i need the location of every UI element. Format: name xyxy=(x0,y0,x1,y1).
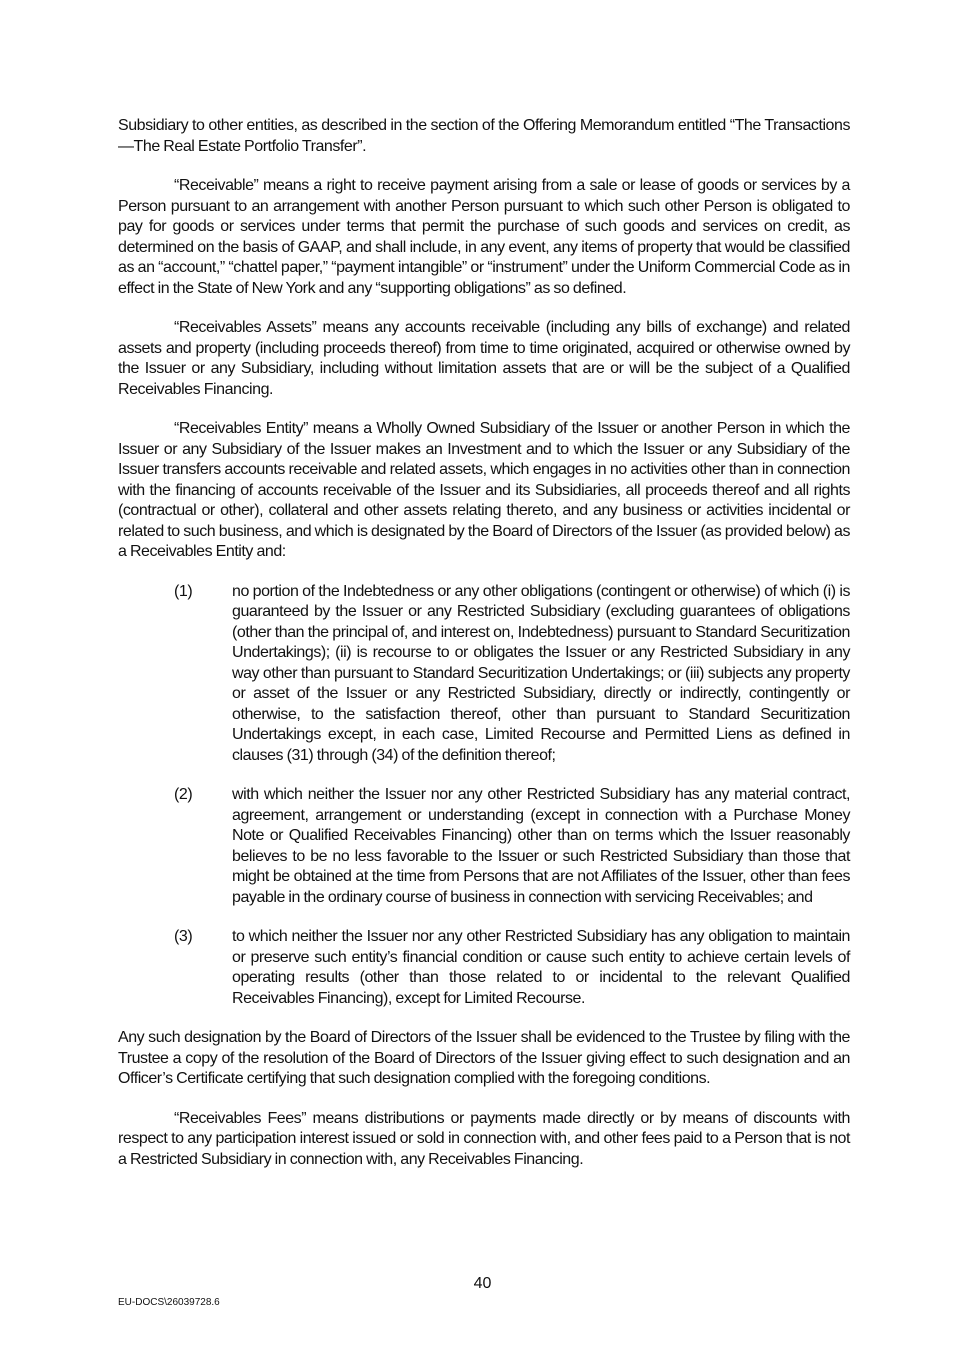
clause-number: (3) xyxy=(174,928,193,945)
clause-text: with which neither the Issuer nor any other Restricted Subsidiary has any material contract, agreement, arrangement or understanding (except in connection with a Purchase Money Note or Qualified Receivables Financing) other than on terms which the Issuer reasonably believes to be no less favorable to the Issuer or such Restricted Subsidiary than those that might be obtained at the time from Persons that are not Affiliates of the Issuer, other than fees payable in the ordinary course of business in connection with servicing Receivables; and xyxy=(232,786,850,906)
document-reference: EU-DOCS\26039728.6 xyxy=(118,1297,220,1308)
paragraph-continuation: Subsidiary to other entities, as described in the section of the Offering Memorandum entitled “The Transactions—The Real Estate Portfolio Transfer”. xyxy=(118,117,850,155)
clause-item xyxy=(118,785,850,908)
document-page xyxy=(118,116,850,1189)
clause-number: (1) xyxy=(174,582,193,600)
clause-list xyxy=(118,582,850,1010)
page-number: 40 xyxy=(473,1275,492,1292)
paragraph-receivables-assets-definition: “Receivables Assets” means any accounts receivable (including any bills of exchange) and related assets and property (including proceeds thereof) from time to time originated, acquired or otherwise owned by the Issuer or any Subsidiary, including without limitation assets that are or will be the subject of a Qualified Receivables Financing. xyxy=(118,319,850,398)
paragraph-receivable-definition: “Receivable” means a right to receive payment arising from a sale or lease of goods or services by a Person pursuant to an arrangement with another Person pursuant to which such other Person is obligated to pay for goods or services under terms that permit the purchase of such goods and services on credit, as determined on the basis of GAAP, and shall include, in any event, any items of property that would be classified as an “account,” “chattel paper,” “payment intangible” or “instrument” under the Uniform Commercial Code as in effect in the State of New York and any “supporting obligations” as so defined. xyxy=(118,177,850,297)
clause-number: (2) xyxy=(174,786,193,803)
clause-text: to which neither the Issuer nor any other Restricted Subsidiary has any obligation to maintain or preserve such entity’s financial condition or cause such entity to achieve certain levels of operating results (other than those related to or incidental to the relevant Qualified Receivables Financing), except for Limited Recourse. xyxy=(232,928,850,1007)
clause-item xyxy=(118,927,850,1009)
paragraph-designation: Any such designation by the Board of Directors of the Issuer shall be evidenced to the Trustee by filing with the Trustee a copy of the resolution of the Board of Directors of the Issuer giving effect to such designation and an Officer’s Certificate certifying that such designation complied with the foregoing conditions. xyxy=(118,1029,850,1087)
clause-text: no portion of the Indebtedness or any other obligations (contingent or otherwise) of which (i) is guaranteed by the Issuer or any Restricted Subsidiary (excluding guarantees of obligations (other than the principal of, and interest on, Indebtedness) pursuant to Standard Securitization Undertakings); (ii) is recourse to or obligates the Issuer or any Restricted Subsidiary in any way other than pursuant to Standard Securitization Undertakings; or (iii) subjects any property or asset of the Issuer or any Restricted Subsidiary, directly or indirectly, contingently or otherwise, to the satisfaction thereof, other than pursuant to Standard Securitization Undertakings except, in each case, Limited Recourse and Permitted Liens as defined in clauses (31) through (34) of the definition thereof; xyxy=(232,582,850,764)
paragraph-receivables-entity-definition: “Receivables Entity” means a Wholly Owned Subsidiary of the Issuer or another Person in which the Issuer or any Subsidiary of the Issuer makes an Investment and to which the Issuer or any Subsidiary of the Issuer transfers accounts receivable and related assets, which engages in no activities other than in connection with the financing of accounts receivable of the Issuer and its Subsidiaries, all proceeds thereof and all rights (contractual or other), collateral and other assets relating thereto, and any business or activities incidental or related to such business, and which is designated by the Board of Directors of the Issuer (as provided below) as a Receivables Entity and: xyxy=(118,420,850,560)
paragraph-receivables-fees-definition: “Receivables Fees” means distributions or payments made directly or by means of discounts with respect to any participation interest issued or sold in connection with, and other fees paid to a Person that is not a Restricted Subsidiary in connection with, any Receivables Financing. xyxy=(118,1109,850,1168)
clause-item xyxy=(118,582,850,767)
